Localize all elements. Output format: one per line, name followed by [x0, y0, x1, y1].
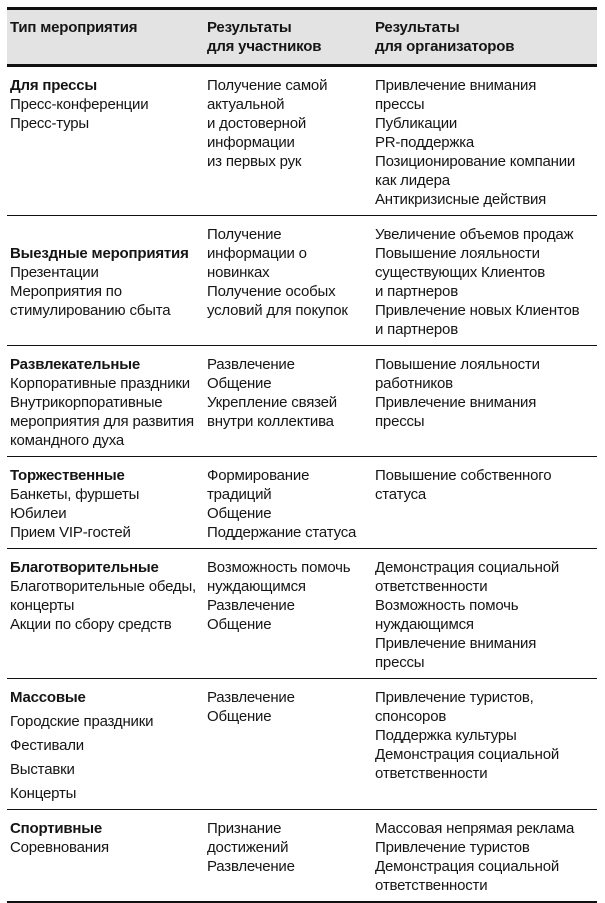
- table-row: [7, 679, 597, 810]
- cell-line: Привлечение туристов,: [375, 689, 534, 706]
- cell-participants: [207, 225, 375, 339]
- cell-organizers: [375, 355, 597, 450]
- header-cell-participants: [207, 18, 375, 56]
- cell-line: Привлечение туристов: [375, 839, 530, 856]
- cell-line: Развлечение: [207, 689, 295, 706]
- cell-line: Получение самой: [207, 77, 328, 94]
- cell-line: ответственности: [375, 765, 488, 782]
- cell-line: Банкеты, фуршеты: [10, 486, 140, 503]
- table-row: [7, 216, 597, 346]
- cell-line: Антикризисные действия: [375, 191, 547, 208]
- cell-line: работников: [375, 375, 453, 392]
- cell-line: Концерты: [10, 785, 77, 802]
- cell-line: Благотворительные обеды,: [10, 578, 197, 595]
- cell-line: Формирование: [207, 467, 310, 484]
- cell-line: прессы: [375, 654, 425, 671]
- cell-line: ответственности: [375, 578, 488, 595]
- cell-line: Общение: [207, 616, 272, 633]
- events-table-body: [7, 67, 597, 903]
- cell-line: актуальной: [207, 96, 285, 113]
- cell-line: Привлечение новых Клиентов: [375, 302, 580, 319]
- cell-line: ответственности: [375, 877, 488, 894]
- cell-type: [7, 466, 207, 542]
- cell-line: Повышение лояльности: [375, 245, 540, 262]
- cell-line: Городские праздники: [10, 713, 154, 730]
- cell-line: мероприятия для развития: [10, 413, 194, 430]
- cell-line: Общение: [207, 505, 272, 522]
- header-cell-type: [7, 18, 207, 56]
- cell-line: [10, 225, 207, 244]
- cell-organizers: [375, 466, 597, 542]
- cell-line: Получение особых: [207, 283, 336, 300]
- cell-type: [7, 355, 207, 450]
- cell-line: и достоверной: [207, 115, 307, 132]
- event-type-title: Выездные мероприятия: [10, 245, 189, 262]
- events-table: [7, 7, 597, 903]
- cell-line: Признание: [207, 820, 282, 837]
- cell-line: статуса: [375, 486, 427, 503]
- cell-line: Общение: [207, 708, 272, 725]
- cell-line: Получение: [207, 226, 282, 243]
- cell-organizers: [375, 688, 597, 803]
- cell-participants: [207, 466, 375, 542]
- cell-line: Демонстрация социальной: [375, 746, 560, 763]
- cell-participants: [207, 819, 375, 895]
- cell-line: информации: [207, 134, 295, 151]
- header-label-type: Тип мероприятия: [10, 19, 138, 36]
- cell-type: [7, 558, 207, 672]
- cell-line: Развлечение: [207, 858, 295, 875]
- cell-line: Фестивали: [10, 737, 84, 754]
- header-label-participants-2: для участников: [207, 38, 322, 55]
- cell-type: [7, 225, 207, 339]
- cell-line: как лидера: [375, 172, 450, 189]
- cell-line: Повышение лояльности: [375, 356, 540, 373]
- cell-line: PR-поддержка: [375, 134, 475, 151]
- cell-line: Мероприятия по: [10, 283, 122, 300]
- cell-organizers: [375, 225, 597, 339]
- cell-line: Общение: [207, 375, 272, 392]
- cell-line: новинках: [207, 264, 270, 281]
- cell-line: Презентации: [10, 264, 99, 281]
- cell-type: [7, 688, 207, 803]
- cell-line: нуждающимся: [207, 578, 306, 595]
- cell-participants: [207, 688, 375, 803]
- cell-line: концерты: [10, 597, 75, 614]
- cell-line: Выставки: [10, 761, 75, 778]
- cell-line: Акции по сбору средств: [10, 616, 172, 633]
- cell-organizers: [375, 819, 597, 895]
- cell-line: Поддержка культуры: [375, 727, 517, 744]
- cell-participants: [207, 355, 375, 450]
- cell-line: Прием VIP-гостей: [10, 524, 131, 541]
- table-row: [7, 346, 597, 457]
- table-row: [7, 549, 597, 679]
- cell-line: Укрепление связей: [207, 394, 337, 411]
- event-type-title: Для прессы: [10, 77, 97, 94]
- cell-line: Привлечение внимания: [375, 77, 537, 94]
- cell-participants: [207, 558, 375, 672]
- cell-line: Демонстрация социальной: [375, 559, 560, 576]
- cell-line: Возможность помочь: [207, 559, 351, 576]
- cell-line: Массовая непрямая реклама: [375, 820, 575, 837]
- cell-type: [7, 819, 207, 895]
- event-type-title: Развлекательные: [10, 356, 140, 373]
- cell-line: Увеличение объемов продаж: [375, 226, 574, 243]
- cell-type: [7, 76, 207, 209]
- cell-line: условий для покупок: [207, 302, 348, 319]
- cell-line: традиций: [207, 486, 272, 503]
- cell-line: командного духа: [10, 432, 124, 449]
- table-header-row: [7, 7, 597, 67]
- cell-line: Пресс-туры: [10, 115, 89, 132]
- cell-line: Внутрикорпоративные: [10, 394, 163, 411]
- cell-line: Корпоративные праздники: [10, 375, 190, 392]
- cell-line: спонсоров: [375, 708, 447, 725]
- cell-line: нуждающимся: [375, 616, 474, 633]
- header-label-organizers: Результаты: [375, 19, 460, 36]
- event-type-title: Массовые: [10, 689, 86, 706]
- cell-line: информации о: [207, 245, 307, 262]
- cell-participants: [207, 76, 375, 209]
- cell-line: прессы: [375, 96, 425, 113]
- cell-line: Возможность помочь: [375, 597, 519, 614]
- cell-line: Позиционирование компании: [375, 153, 576, 170]
- header-label-participants: Результаты: [207, 19, 292, 36]
- header-label-organizers-2: для организаторов: [375, 38, 515, 55]
- table-row: [7, 810, 597, 903]
- cell-line: Поддержание статуса: [207, 524, 357, 541]
- event-type-title: Спортивные: [10, 820, 103, 837]
- cell-line: Демонстрация социальной: [375, 858, 560, 875]
- cell-line: Развлечение: [207, 356, 295, 373]
- cell-line: Привлечение внимания: [375, 635, 537, 652]
- cell-line: из первых рук: [207, 153, 302, 170]
- cell-line: Юбилеи: [10, 505, 67, 522]
- header-cell-organizers: [375, 18, 597, 56]
- cell-line: и партнеров: [375, 283, 458, 300]
- cell-line: и партнеров: [375, 321, 458, 338]
- table-row: [7, 67, 597, 216]
- cell-line: внутри коллектива: [207, 413, 334, 430]
- cell-line: достижений: [207, 839, 289, 856]
- cell-line: Пресс-конференции: [10, 96, 149, 113]
- cell-line: существующих Клиентов: [375, 264, 545, 281]
- event-type-title: Торжественные: [10, 467, 125, 484]
- cell-line: Публикации: [375, 115, 458, 132]
- cell-organizers: [375, 558, 597, 672]
- cell-line: Развлечение: [207, 597, 295, 614]
- cell-line: стимулированию сбыта: [10, 302, 171, 319]
- cell-line: Соревнования: [10, 839, 109, 856]
- event-type-title: Благотворительные: [10, 559, 159, 576]
- table-row: [7, 457, 597, 549]
- cell-line: прессы: [375, 413, 425, 430]
- cell-line: Повышение собственного: [375, 467, 552, 484]
- cell-line: Привлечение внимания: [375, 394, 537, 411]
- cell-organizers: [375, 76, 597, 209]
